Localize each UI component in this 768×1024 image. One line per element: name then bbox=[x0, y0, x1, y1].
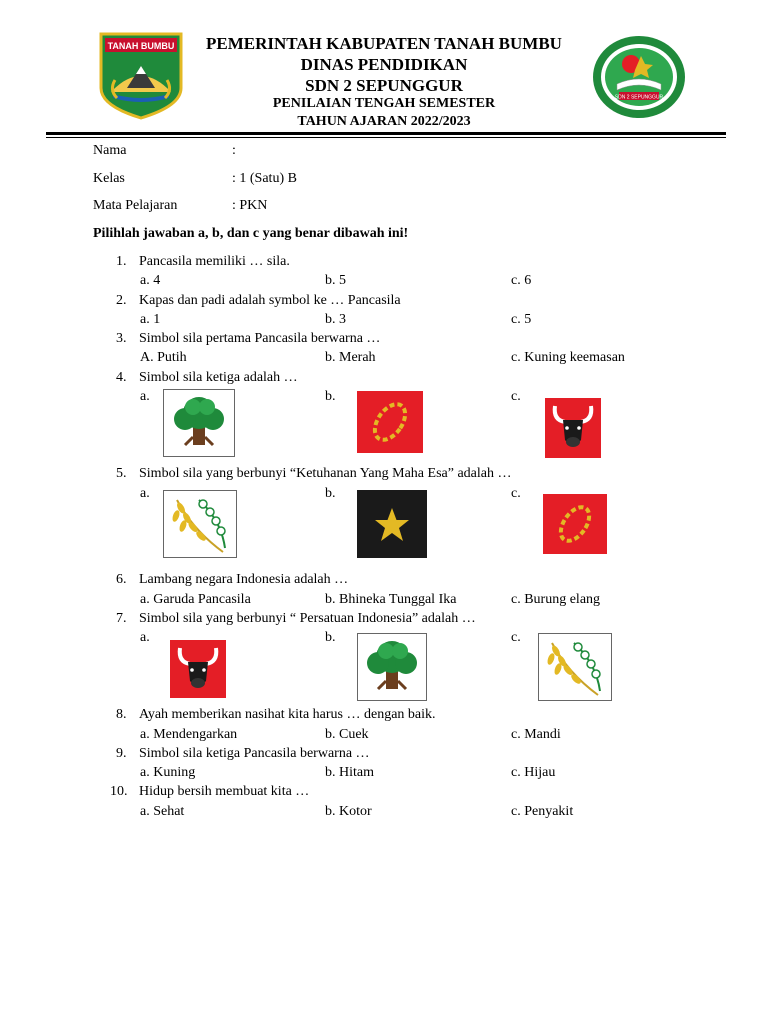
option-c: c. bbox=[511, 630, 521, 645]
star-image bbox=[357, 490, 427, 558]
bull-head-image bbox=[170, 640, 226, 698]
option-c: c. bbox=[511, 486, 521, 501]
question-text: Lambang negara Indonesia adalah … bbox=[139, 572, 349, 587]
header-rule-thick bbox=[46, 132, 726, 135]
question-number: 5. bbox=[116, 466, 127, 481]
instruction: Pilihlah jawaban a, b, dan c yang benar dibawah ini! bbox=[93, 226, 409, 241]
option-c: c. 5 bbox=[511, 312, 532, 327]
question-number: 10. bbox=[110, 784, 128, 799]
option-c: c. Kuning keemasan bbox=[511, 350, 625, 365]
option-c: c. Mandi bbox=[511, 727, 561, 742]
question-number: 9. bbox=[116, 746, 127, 761]
question-number: 6. bbox=[116, 572, 127, 587]
option-c: c. Penyakit bbox=[511, 804, 574, 819]
chain-image bbox=[543, 494, 607, 554]
option-b: b. bbox=[325, 486, 336, 501]
option-a: a. bbox=[140, 630, 150, 645]
question-text: Simbol sila ketiga adalah … bbox=[139, 370, 298, 385]
option-b: b. Hitam bbox=[325, 765, 374, 780]
question-number: 1. bbox=[116, 254, 127, 269]
header-line-4: PENILAIAN TENGAH SEMESTER bbox=[272, 96, 496, 111]
identity-label-nama: Nama bbox=[93, 143, 127, 158]
header-rule-thin bbox=[46, 137, 726, 138]
header-line-3: SDN 2 SEPUNGGUR bbox=[305, 76, 463, 95]
identity-label-kelas: Kelas bbox=[93, 171, 125, 186]
option-a: a. Mendengarkan bbox=[140, 727, 238, 742]
question-number: 2. bbox=[116, 293, 127, 308]
question-number: 7. bbox=[116, 611, 127, 626]
option-c: c. Hijau bbox=[511, 765, 556, 780]
option-a: a. 4 bbox=[140, 273, 161, 288]
logo-left-text: TANAH BUMBU bbox=[107, 41, 175, 51]
rice-cotton-image bbox=[163, 490, 237, 558]
option-c: c. 6 bbox=[511, 273, 532, 288]
header-line-5: TAHUN AJARAN 2022/2023 bbox=[297, 114, 471, 129]
identity-value-kelas: : 1 (Satu) B bbox=[232, 171, 297, 186]
question-number: 3. bbox=[116, 331, 127, 346]
question-text: Pancasila memiliki … sila. bbox=[139, 254, 290, 269]
option-a: a. Garuda Pancasila bbox=[140, 592, 251, 607]
banyan-tree-image bbox=[357, 633, 427, 701]
bull-head-image bbox=[545, 398, 601, 458]
option-a: A. Putih bbox=[140, 350, 187, 365]
identity-value-mapel: : PKN bbox=[232, 198, 268, 213]
option-a: a. 1 bbox=[140, 312, 161, 327]
option-c: c. bbox=[511, 389, 521, 404]
identity-value-nama: : bbox=[232, 143, 236, 158]
option-b: b. Cuek bbox=[325, 727, 369, 742]
chain-image bbox=[357, 391, 423, 453]
option-b: b. bbox=[325, 630, 336, 645]
question-text: Hidup bersih membuat kita … bbox=[139, 784, 310, 799]
question-number: 8. bbox=[116, 707, 127, 722]
option-b: b. Bhineka Tunggal Ika bbox=[325, 592, 457, 607]
logo-right-text: SDN 2 SEPUNGGUR bbox=[614, 94, 664, 101]
rice-cotton-image bbox=[538, 633, 612, 701]
question-number: 4. bbox=[116, 370, 127, 385]
identity-label-mapel: Mata Pelajaran bbox=[93, 198, 178, 213]
option-b: b. Kotor bbox=[325, 804, 372, 819]
option-b: b. bbox=[325, 389, 336, 404]
header-line-1: PEMERINTAH KABUPATEN TANAH BUMBU bbox=[206, 34, 562, 53]
header-line-2: DINAS PENDIDIKAN bbox=[300, 55, 468, 74]
option-a: a. bbox=[140, 486, 150, 501]
question-text: Ayah memberikan nasihat kita harus … dengan baik. bbox=[139, 707, 436, 722]
question-text: Kapas dan padi adalah symbol ke … Pancasila bbox=[139, 293, 401, 308]
question-text: Simbol sila ketiga Pancasila berwarna … bbox=[139, 746, 370, 761]
option-b: b. 5 bbox=[325, 273, 346, 288]
question-text: Simbol sila yang berbunyi “ Persatuan Indonesia” adalah … bbox=[139, 611, 476, 626]
question-text: Simbol sila yang berbunyi “Ketuhanan Yang Maha Esa” adalah … bbox=[139, 466, 512, 481]
option-a: a. bbox=[140, 389, 150, 404]
option-b: b. Merah bbox=[325, 350, 376, 365]
banyan-tree-image bbox=[163, 389, 235, 457]
option-b: b. 3 bbox=[325, 312, 346, 327]
option-c: c. Burung elang bbox=[511, 592, 601, 607]
question-text: Simbol sila pertama Pancasila berwarna … bbox=[139, 331, 381, 346]
option-a: a. Kuning bbox=[140, 765, 196, 780]
option-a: a. Sehat bbox=[140, 804, 185, 819]
